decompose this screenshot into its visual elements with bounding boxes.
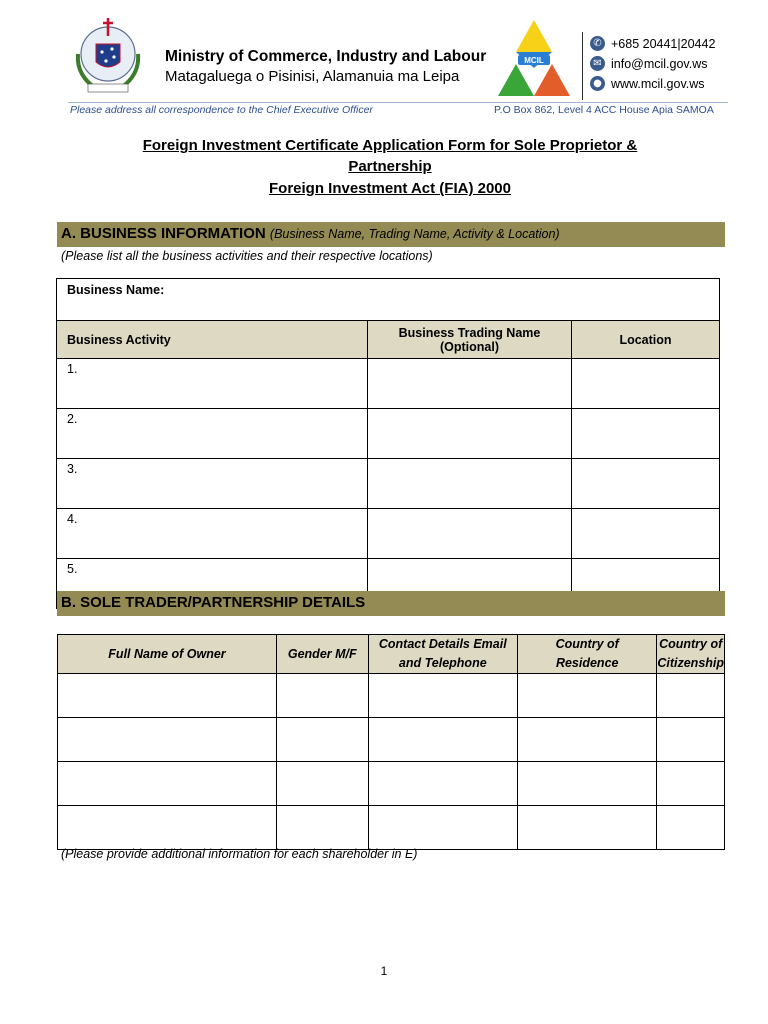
section-a-note: (Please list all the business activities and their respective locations) (61, 249, 433, 263)
contact-cell[interactable] (368, 806, 518, 850)
residence-cell[interactable] (518, 806, 657, 850)
location-cell[interactable] (572, 459, 720, 509)
table-header-row (58, 635, 725, 674)
email-address: info@mcil.gov.ws (611, 56, 708, 71)
column-trading-name: Business Trading Name (Optional) (368, 321, 572, 359)
activity-cell[interactable]: 1. (57, 359, 368, 409)
ministry-name-samoan: Matagaluega o Pisinisi, Alamanuia ma Leipa (165, 68, 460, 85)
section-a-subtitle: (Business Name, Trading Name, Activity & Location) (269, 227, 560, 241)
table-row (58, 806, 725, 850)
form-title-act: Foreign Investment Act (FIA) 2000 (269, 180, 511, 197)
column-country-citizenship: Country of Citizenship (657, 635, 725, 674)
trading-name-cell[interactable] (368, 359, 572, 409)
location-cell[interactable] (572, 509, 720, 559)
header-rule (68, 102, 728, 103)
column-business-activity: Business Activity (57, 321, 368, 359)
citizenship-cell[interactable] (657, 718, 725, 762)
gender-cell[interactable] (276, 674, 368, 718)
section-b-note: (Please provide additional information for each shareholder in E) (61, 847, 418, 861)
table-row (57, 509, 720, 559)
column-location: Location (572, 321, 720, 359)
owner-name-cell[interactable] (58, 806, 277, 850)
table-row (57, 459, 720, 509)
mcil-logo (490, 18, 578, 100)
contact-cell[interactable] (368, 762, 518, 806)
column-contact-details: Contact Details Email and Telephone (368, 635, 518, 674)
table-row (57, 409, 720, 459)
owner-details-table (57, 634, 725, 850)
citizenship-cell[interactable] (657, 674, 725, 718)
phone-icon: ✆ (590, 36, 605, 51)
trading-name-cell[interactable] (368, 509, 572, 559)
location-cell[interactable] (572, 359, 720, 409)
column-full-name: Full Name of Owner (58, 635, 277, 674)
residence-cell[interactable] (518, 674, 657, 718)
activity-cell[interactable]: 2. (57, 409, 368, 459)
section-b-heading: B. SOLE TRADER/PARTNERSHIP DETAILS (61, 594, 366, 611)
contact-cell[interactable] (368, 674, 518, 718)
samoa-crest-logo (68, 14, 148, 98)
owner-name-cell[interactable] (58, 718, 277, 762)
table-row (57, 359, 720, 409)
location-cell[interactable] (572, 409, 720, 459)
section-a-title: A. BUSINESS INFORMATION (61, 225, 266, 242)
owner-name-cell[interactable] (58, 674, 277, 718)
section-a-heading (61, 225, 560, 242)
email-icon: ✉ (590, 56, 605, 71)
table-header-row (57, 321, 720, 359)
column-country-residence: Country of Residence (518, 635, 657, 674)
phone-contact (590, 36, 715, 51)
business-name-label: Business Name: (67, 283, 165, 297)
activity-cell[interactable]: 4. (57, 509, 368, 559)
owner-name-cell[interactable] (58, 762, 277, 806)
form-title-line2: Partnership (348, 158, 432, 175)
postal-address: P.O Box 862, Level 4 ACC House Apia SAMOA (494, 104, 714, 116)
globe-icon: ● (590, 76, 605, 91)
trading-name-cell[interactable] (368, 409, 572, 459)
website-contact (590, 76, 705, 91)
column-gender: Gender M/F (276, 635, 368, 674)
citizenship-cell[interactable] (657, 762, 725, 806)
business-name-field[interactable] (57, 279, 720, 321)
table-row (58, 762, 725, 806)
residence-cell[interactable] (518, 762, 657, 806)
gender-cell[interactable] (276, 762, 368, 806)
gender-cell[interactable] (276, 718, 368, 762)
correspondence-note: Please address all correspondence to the Chief Executive Officer (70, 104, 373, 116)
contact-cell[interactable] (368, 718, 518, 762)
email-contact (590, 56, 708, 71)
ministry-name: Ministry of Commerce, Industry and Labour (165, 48, 487, 65)
residence-cell[interactable] (518, 718, 657, 762)
table-row (58, 718, 725, 762)
mcil-logo-text: MCIL (524, 56, 544, 65)
website-url: www.mcil.gov.ws (611, 76, 705, 91)
gender-cell[interactable] (276, 806, 368, 850)
phone-number: +685 20441|20442 (611, 36, 716, 51)
trading-name-cell[interactable] (368, 459, 572, 509)
form-title-line1: Foreign Investment Certificate Application Form for Sole Proprietor & (142, 137, 638, 154)
activity-cell[interactable]: 3. (57, 459, 368, 509)
citizenship-cell[interactable] (657, 806, 725, 850)
business-info-table (56, 278, 720, 609)
table-row (58, 674, 725, 718)
activity-cell[interactable]: 5. (57, 559, 368, 609)
page-number: 1 (380, 964, 388, 978)
header-divider (582, 32, 583, 100)
